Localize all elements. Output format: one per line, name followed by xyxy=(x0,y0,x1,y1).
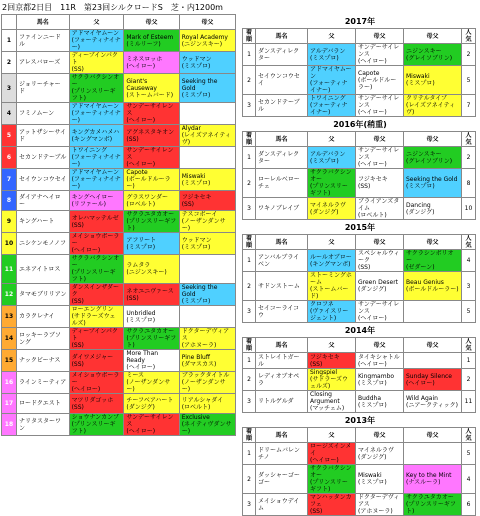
race-title: 2回京都2日目 11R 第23回シルクロードS 芝・内1200m xyxy=(2,3,223,12)
horse-name: フミノムーン xyxy=(16,103,69,125)
finish-position: 1 xyxy=(243,443,256,465)
entry-row xyxy=(2,169,236,191)
entry-row xyxy=(2,306,236,328)
header-num: 着順 xyxy=(243,29,256,44)
popularity: 2 xyxy=(462,147,476,169)
post-number: 15 xyxy=(2,350,17,372)
header-horse: 馬名 xyxy=(256,132,308,147)
sire-cell: トワイニング (フォーティナイナー) xyxy=(69,147,124,169)
entry-row xyxy=(2,414,236,436)
sire-cell: サクラバクシンオー (プリンスリーギフト) xyxy=(69,255,124,284)
horse-name: サドンストーム xyxy=(256,272,308,301)
horse-name: セイコーライコウ xyxy=(256,301,308,323)
entry-row xyxy=(2,125,236,147)
sire-cell: トワイニング (フォーティナイナー) xyxy=(308,95,356,117)
mare-sire-cell: アグネスタキオン (SS) xyxy=(124,125,179,147)
mare-sire-cell: Wild Again (ニアークティック) xyxy=(404,391,462,413)
entry-row xyxy=(2,255,236,284)
year-table-header xyxy=(243,428,476,443)
dam-sire-cell: スペシャルウィーク (SS) xyxy=(356,250,404,272)
result-row xyxy=(243,44,476,66)
horse-name: ダッシャーゴーゴー xyxy=(256,465,308,494)
mare-sire-cell: アフリート (ミスプロ) xyxy=(124,233,179,255)
year-title: 2016年(稍重) xyxy=(333,120,387,129)
sire-cell: キングヘイロー (リファール) xyxy=(69,191,124,211)
mare-sire-cell: ミネスロッホ (ヘイロー) xyxy=(124,52,179,74)
popularity: 5 xyxy=(462,66,476,95)
horse-name: メイショウデイム xyxy=(256,494,308,516)
finish-position: 1 xyxy=(243,44,256,66)
horse-name: ダンスディレクター xyxy=(256,147,308,169)
entry-row xyxy=(2,52,236,74)
sire-cell: キングカメハメハ (キングマンボ) xyxy=(69,125,124,147)
post-number: 4 xyxy=(2,103,17,125)
result-row xyxy=(243,301,476,323)
post-number: 2 xyxy=(2,52,17,74)
horse-name: キングハート xyxy=(16,211,69,233)
dam-sire-cell: サンデーサイレンス (ヘイロー) xyxy=(356,147,404,169)
header-pop: 人気 xyxy=(462,428,476,443)
finish-position: 2 xyxy=(243,66,256,95)
result-row xyxy=(243,272,476,301)
mare-sire-cell: More Than Ready (ヘイロー) xyxy=(124,350,179,372)
entry-table xyxy=(1,14,236,436)
year-table-header xyxy=(243,29,476,44)
header-sire: 父 xyxy=(69,15,124,30)
header-pop: 人気 xyxy=(462,132,476,147)
sire-cell: アルデバラン (ミスプロ) xyxy=(308,147,356,169)
mare-sire2-cell: テスコボーイ (ノーザンダンサー) xyxy=(179,211,235,233)
entry-row xyxy=(2,233,236,255)
sire-cell: ロージズインメイ (ヘイロー) xyxy=(308,443,356,465)
result-row xyxy=(243,198,476,220)
dam-sire-cell: Capote (ボールドルーラー) xyxy=(356,66,404,95)
mare-sire2-cell: Royal Academy (ニジンスキー) xyxy=(179,30,235,52)
popularity: 4 xyxy=(462,250,476,272)
mare-sire-cell xyxy=(404,301,462,323)
mare-sire2-cell: ドクターデヴィアス (アホヌーラ) xyxy=(179,328,235,350)
post-number: 12 xyxy=(2,284,17,306)
entry-row xyxy=(2,103,236,125)
header-mare: 母父 xyxy=(404,29,462,44)
sire-cell: ディープインパクト (SS) xyxy=(69,328,124,350)
horse-name: ロッキーラブソング xyxy=(16,328,69,350)
popularity: 2 xyxy=(462,369,476,391)
mare-sire-cell: クリテルタイプ (レイズアネイティヴ) xyxy=(404,95,462,117)
finish-position: 3 xyxy=(243,391,256,413)
horse-name: ストレイトガール xyxy=(256,353,308,369)
mare-sire-cell: Sunday Silence (ヘイロー) xyxy=(404,369,462,391)
sire-cell: サクラバクシンオー (プリンスリーギフト) xyxy=(308,169,356,198)
header-mare2: 母父 xyxy=(179,15,235,30)
mare-sire-cell: サクラユタカオー (プリンスリーギフト) xyxy=(404,494,462,516)
finish-position: 1 xyxy=(243,353,256,369)
horse-name: ジョリーチャード xyxy=(16,74,69,103)
popularity: 6 xyxy=(462,494,476,516)
sire-cell: ルールオブロー (キングマンボ) xyxy=(308,250,356,272)
sire-cell: ローエングリン (サドラーズウェルズ) xyxy=(69,306,124,328)
finish-position: 3 xyxy=(243,301,256,323)
year-table-header xyxy=(243,132,476,147)
entry-row xyxy=(2,350,236,372)
dam-sire-cell: Kingmambo (ミスプロ) xyxy=(356,369,404,391)
mare-sire-cell: ニジンスキー (グレイソブリン) xyxy=(404,147,462,169)
post-number: 9 xyxy=(2,211,17,233)
header-num: 着順 xyxy=(243,132,256,147)
horse-name: ダイアナヘイロー xyxy=(16,191,69,211)
mare-sire2-cell: ブラックタイトル (ノーザンダンサー) xyxy=(179,372,235,394)
result-row xyxy=(243,391,476,413)
horse-name: エネアイトロス xyxy=(16,255,69,284)
year-title: 2015年 xyxy=(344,223,376,232)
sire-cell: アドマイヤムーン (フォーティナイナー) xyxy=(69,30,124,52)
mare-sire2-cell: Pine Bluff (ダマスカス) xyxy=(179,350,235,372)
entry-row xyxy=(2,284,236,306)
header-horse: 馬名 xyxy=(16,15,69,30)
mare-sire-cell: サンデーサイレンス (ヘイロー) xyxy=(124,103,179,125)
header-num: 着順 xyxy=(243,428,256,443)
finish-position: 2 xyxy=(243,369,256,391)
post-number: 13 xyxy=(2,306,17,328)
entry-row xyxy=(2,74,236,103)
popularity: 7 xyxy=(462,95,476,117)
year-result-table xyxy=(242,234,476,323)
result-row xyxy=(243,443,476,465)
mare-sire-cell: サンデーサイレンス (ヘイロー) xyxy=(124,414,179,436)
mare-sire2-cell: ウッドマン (ミスプロ) xyxy=(179,52,235,74)
mare-sire2-cell xyxy=(179,306,235,328)
sire-cell: フジキセキ (SS) xyxy=(308,353,356,369)
mare-sire-cell: サクラユタカオー (プリンスリーギフト) xyxy=(124,328,179,350)
mare-sire-cell: ネオユニヴァース (SS) xyxy=(124,284,179,306)
sire-cell: アドマイヤムーン (フォーティナイナー) xyxy=(69,103,124,125)
popularity: 5 xyxy=(462,301,476,323)
horse-name: レディオブオペラ xyxy=(256,369,308,391)
result-row xyxy=(243,465,476,494)
header-pop: 人気 xyxy=(462,235,476,250)
horse-name: タマモブリリアン xyxy=(16,284,69,306)
horse-name: セカンドテーブル xyxy=(16,147,69,169)
year-title: 2013年 xyxy=(344,416,376,425)
entry-row xyxy=(2,211,236,233)
horse-name: リトルゲルダ xyxy=(256,391,308,413)
header-sire: 父 xyxy=(308,428,356,443)
result-row xyxy=(243,95,476,117)
mare-sire-cell: サクラユタカオー (プリンスリーギフト) xyxy=(124,211,179,233)
header-horse: 馬名 xyxy=(256,338,308,353)
popularity: 3 xyxy=(462,272,476,301)
dam-sire-cell: Green Desert (ダンジグ) xyxy=(356,272,404,301)
mare-sire-cell: Key to the Mint (ナスルーラ) xyxy=(404,465,462,494)
sire-cell: マツリダゴッホ (SS) xyxy=(69,394,124,414)
mare-sire-cell: Mark of Esteem (ミルリーフ) xyxy=(124,30,179,52)
finish-position: 2 xyxy=(243,272,256,301)
mare-sire2-cell: Miswaki (ミスプロ) xyxy=(179,169,235,191)
entry-row xyxy=(2,30,236,52)
finish-position: 2 xyxy=(243,465,256,494)
sire-cell: マイネルラヴ (ダンジグ) xyxy=(308,198,356,220)
year-title: 2014年 xyxy=(344,326,376,335)
mare-sire-cell: グラスワンダー (ロベルト) xyxy=(124,191,179,211)
mare-sire-cell: Capote (ボールドルーラー) xyxy=(124,169,179,191)
horse-name: ダンスディレクター xyxy=(256,44,308,66)
mare-sire2-cell: Alydar (レイズアネイティヴ) xyxy=(179,125,235,147)
entry-table-header xyxy=(2,15,236,30)
header-dam: 母父 xyxy=(356,338,404,353)
mare-sire-cell: Miswaki (ミスプロ) xyxy=(404,66,462,95)
sire-cell: マンハッタンカフェ (SS) xyxy=(308,494,356,516)
mare-sire2-cell xyxy=(179,255,235,284)
dam-sire-cell: マイネルラヴ (ダンジグ) xyxy=(356,443,404,465)
dam-sire-cell: タイキシャトル (ヘイロー) xyxy=(356,353,404,369)
sire-cell: ダンスインザダーク (SS) xyxy=(69,284,124,306)
post-number: 14 xyxy=(2,328,17,350)
sire-cell: サクラバクシンオー (プリンスリーギフト) xyxy=(308,465,356,494)
header-sire: 父 xyxy=(308,132,356,147)
dam-sire-cell: ドクターデヴィアス (アホヌーラ) xyxy=(356,494,404,516)
finish-position: 3 xyxy=(243,494,256,516)
sire-cell: アルデバラン (ミスプロ) xyxy=(308,44,356,66)
entry-row xyxy=(2,328,236,350)
header-num: 着順 xyxy=(243,235,256,250)
horse-name: ナックビーナス xyxy=(16,350,69,372)
horse-name: ラインミーティア xyxy=(16,372,69,394)
header-dam: 母父 xyxy=(356,29,404,44)
mare-sire-cell: チーフベアハート (ダンジグ) xyxy=(124,394,179,414)
post-number: 16 xyxy=(2,372,17,394)
sire-cell: Singspiel (サドラーズウェルズ) xyxy=(308,369,356,391)
finish-position: 1 xyxy=(243,147,256,169)
horse-name: セカンドテーブル xyxy=(256,95,308,117)
header-mare: 母父 xyxy=(124,15,179,30)
finish-position: 2 xyxy=(243,169,256,198)
horse-name: アレスバローズ xyxy=(16,52,69,74)
result-row xyxy=(243,169,476,198)
year-result-table xyxy=(242,131,476,220)
header-dam: 母父 xyxy=(356,428,404,443)
result-row xyxy=(243,250,476,272)
post-number: 17 xyxy=(2,394,17,414)
post-number: 1 xyxy=(2,30,17,52)
popularity: 10 xyxy=(462,198,476,220)
finish-position: 1 xyxy=(243,250,256,272)
mare-sire-cell: ミース (ノーザンダンサー) xyxy=(124,372,179,394)
entry-row xyxy=(2,372,236,394)
mare-sire2-cell: Exclusive (ネイティヴダンサー) xyxy=(179,414,235,436)
dam-sire-cell: Miswaki (ミスプロ) xyxy=(356,465,404,494)
horse-name: カラクレナイ xyxy=(16,306,69,328)
popularity: 4 xyxy=(462,465,476,494)
sire-cell: メイショウボーラー (ヘイロー) xyxy=(69,372,124,394)
horse-name: ローレルベローチェ xyxy=(256,169,308,198)
sire-cell: アドマイヤムーン (フォーティナイナー) xyxy=(308,66,356,95)
mare-sire-cell xyxy=(404,443,462,465)
horse-name: ファインニードル xyxy=(16,30,69,52)
entry-row xyxy=(2,191,236,211)
sire-cell: オレハマッテルゼ (SS) xyxy=(69,211,124,233)
post-number: 5 xyxy=(2,125,17,147)
header-mare: 母父 xyxy=(404,132,462,147)
mare-sire-cell: Beau Genius (ボールドルーラー) xyxy=(404,272,462,301)
entry-row xyxy=(2,147,236,169)
header-mare: 母父 xyxy=(404,428,462,443)
mare-sire-cell: Dancing (ダンジグ) xyxy=(404,198,462,220)
dam-sire-cell: サンデーサイレンス (ヘイロー) xyxy=(356,95,404,117)
result-row xyxy=(243,147,476,169)
sire-cell: クロフネ (ヴァイスリージェント) xyxy=(308,301,356,323)
result-row xyxy=(243,353,476,369)
header-pop: 人気 xyxy=(462,29,476,44)
post-number: 6 xyxy=(2,147,17,169)
mare-sire-cell: サンデーサイレンス (ヘイロー) xyxy=(124,147,179,169)
dam-sire-cell: フジキセキ (SS) xyxy=(356,169,404,198)
mare-sire-cell: Seeking the Gold (ミスプロ) xyxy=(404,169,462,198)
header-horse: 馬名 xyxy=(256,29,308,44)
popularity: 2 xyxy=(462,44,476,66)
horse-name: ワキノブレイブ xyxy=(256,198,308,220)
year-title: 2017年 xyxy=(344,17,376,26)
horse-name: セイウンコウセイ xyxy=(256,66,308,95)
dam-sire-cell: サンデーサイレンス (ヘイロー) xyxy=(356,44,404,66)
mare-sire2-cell: Seeking the Gold (ミスプロ) xyxy=(179,74,235,103)
header-horse: 馬名 xyxy=(256,428,308,443)
year-table-header xyxy=(243,338,476,353)
header-mare: 母父 xyxy=(404,235,462,250)
entry-row xyxy=(2,394,236,414)
post-number: 7 xyxy=(2,169,17,191)
post-number: 18 xyxy=(2,414,17,436)
year-result-table xyxy=(242,427,476,516)
year-table-header xyxy=(243,235,476,250)
finish-position: 3 xyxy=(243,198,256,220)
sire-cell: ダイワメジャー (SS) xyxy=(69,350,124,372)
past-results-container xyxy=(242,14,478,516)
mare-sire-cell: Unbridled (ミスプロ) xyxy=(124,306,179,328)
header-sire: 父 xyxy=(308,235,356,250)
post-number: 8 xyxy=(2,191,17,211)
post-number: 10 xyxy=(2,233,17,255)
year-result-table xyxy=(242,28,476,117)
horse-name: アンバルブライベン xyxy=(256,250,308,272)
post-number: 3 xyxy=(2,74,17,103)
sire-cell: ストーミングホーム (ストームバード) xyxy=(308,272,356,301)
header-horse: 馬名 xyxy=(256,235,308,250)
horse-name: ニシケンモノノフ xyxy=(16,233,69,255)
dam-sire-cell: サンデーサイレンス (ヘイロー) xyxy=(356,301,404,323)
header-pop: 人気 xyxy=(462,338,476,353)
popularity: 11 xyxy=(462,391,476,413)
header-dam: 母父 xyxy=(356,132,404,147)
mare-sire2-cell: Seeking the Gold (ミスプロ) xyxy=(179,284,235,306)
dam-sire-cell: ブライアンズタイム (ロベルト) xyxy=(356,198,404,220)
mare-sire2-cell: ウッドマン (ミスプロ) xyxy=(179,233,235,255)
horse-name: ロードクエスト xyxy=(16,394,69,414)
popularity: 8 xyxy=(462,169,476,198)
sire-cell: アドマイヤムーン (フォーティナイナー) xyxy=(69,169,124,191)
mare-sire-cell: Giant's Causeway (ストームバード) xyxy=(124,74,179,103)
sire-cell: ショウナンカンプ (プリンスリーギフト) xyxy=(69,414,124,436)
horse-name: ナリタスターワン xyxy=(16,414,69,436)
result-row xyxy=(243,66,476,95)
popularity: 1 xyxy=(462,353,476,369)
mare-sire2-cell xyxy=(179,147,235,169)
mare-sire-cell: ラムタラ (ニジンスキー) xyxy=(124,255,179,284)
horse-name: アットザシーサイド xyxy=(16,125,69,147)
entry-table-container xyxy=(1,14,236,436)
horse-name: セイウンコウセイ xyxy=(16,169,69,191)
result-row xyxy=(243,369,476,391)
sire-cell: Closing Argument (マッチェム) xyxy=(308,391,356,413)
mare-sire2-cell xyxy=(179,103,235,125)
header-num xyxy=(2,15,17,30)
sire-cell: メイショウボーラー (ヘイロー) xyxy=(69,233,124,255)
year-result-table xyxy=(242,337,476,413)
horse-name: ドリームバレンチノ xyxy=(256,443,308,465)
header-sire: 父 xyxy=(308,338,356,353)
header-mare: 母父 xyxy=(404,338,462,353)
sire-cell: ディープインパクト (SS) xyxy=(69,52,124,74)
result-row xyxy=(243,494,476,516)
post-number: 11 xyxy=(2,255,17,284)
header-sire: 父 xyxy=(308,29,356,44)
mare-sire2-cell: フジキセキ (SS) xyxy=(179,191,235,211)
dam-sire-cell: Buddha (ミスプロ) xyxy=(356,391,404,413)
popularity: 5 xyxy=(462,443,476,465)
header-dam: 母父 xyxy=(356,235,404,250)
header-num: 着順 xyxy=(243,338,256,353)
mare-sire-cell: ニジンスキー (グレイソブリン) xyxy=(404,44,462,66)
mare-sire-cell xyxy=(404,353,462,369)
mare-sire2-cell: リアルシャダイ (ロベルト) xyxy=(179,394,235,414)
sire-cell: サクラバクシンオー (プリンスリーギフト) xyxy=(69,74,124,103)
finish-position: 3 xyxy=(243,95,256,117)
mare-sire-cell: サクラシンボリオー (ゼダーン) xyxy=(404,250,462,272)
